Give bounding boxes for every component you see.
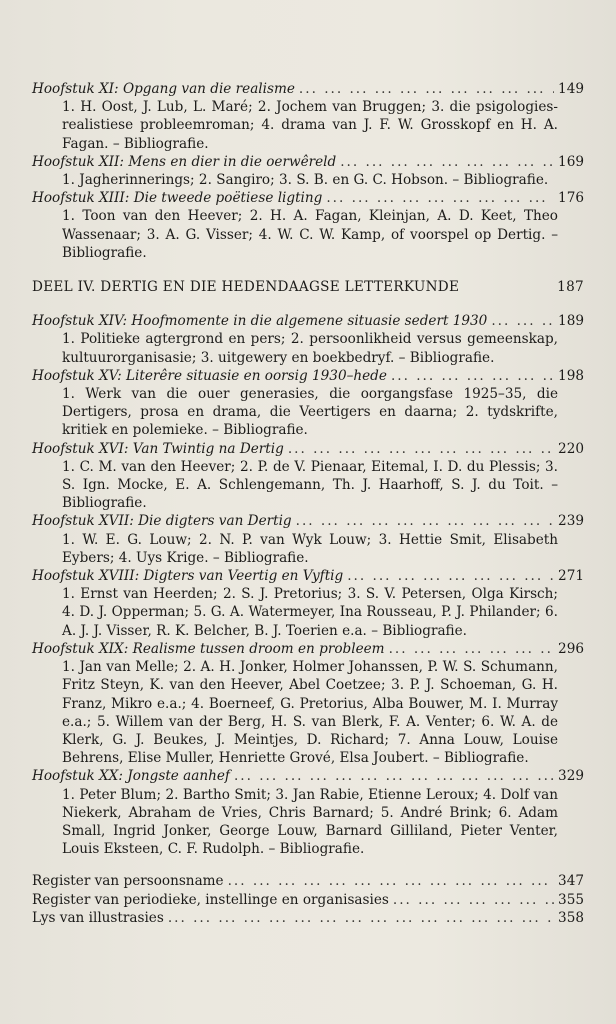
chapter-contents: 1. Toon van den Heever; 2. H. A. Fagan, Kleinjan, A. D. Keet, Theo Wassenaar; 3. A. G. Visser; 4. W. C. W. Kamp, of voorspel op Dertig. – Bibliografie. bbox=[62, 208, 558, 261]
leader-dots bbox=[393, 891, 554, 909]
chapter-contents: 1. H. Oost, J. Lub, L. Maré; 2. Jochem van Bruggen; 3. die psigologies-realistiese probleemroman; 4. drama van J. F. W. Grosskopf en H. A. Fagan. – Bibliografie. bbox=[62, 99, 558, 152]
chapter-contents: 1. Werk van die ouer generasies, die oorgangsfase 1925–35, die Dertigers, prosa en drama, die Veertigers en daarna; 2. tydskrifte, kritiek en polemieke. – Bibliografie. bbox=[62, 386, 558, 439]
page-number: 239 bbox=[558, 513, 584, 530]
page-number: 187 bbox=[557, 279, 584, 296]
leader-dots bbox=[288, 440, 554, 458]
page-number: 198 bbox=[558, 367, 584, 384]
chapter-contents: 1. Jagherinnerings; 2. Sangiro; 3. S. B. en G. C. Hobson. – Bibliografie. bbox=[62, 172, 549, 189]
page-number: 189 bbox=[558, 313, 584, 330]
leader-dots bbox=[491, 312, 554, 330]
leader-dots bbox=[228, 872, 554, 890]
toc-entry-chapter-xix bbox=[32, 640, 584, 767]
toc-entry-illustrations bbox=[32, 909, 584, 927]
page-number: 271 bbox=[558, 568, 584, 585]
chapter-title: Hoofstuk XX: Jongste aanhef bbox=[32, 768, 230, 785]
toc-entry-chapter-xi bbox=[32, 80, 584, 153]
toc-entry-chapter-xii bbox=[32, 153, 584, 189]
chapter-contents: 1. Jan van Melle; 2. A. H. Jonker, Holmer Johanssen, P. W. S. Schumann, Fritz Steyn, K. van den Heever, Abel Coetzee; 3. P. J. Schoeman, G. H. Franz, Mikro e.a.; 4. Boerneef, G. Pretorius, Alba Bouwer, M. I. Murray e.a.; 5. Willem van der Berg, H. S. van Blerk, F. A. Venter; 6. W. A. de Klerk, G. J. Beukes, J. Meintjes, D. Richard; 7. Anna Louw, Louise Behrens, Elise Muller, Henriette Grové, Elsa Joubert. – Bibliografie. bbox=[62, 659, 558, 767]
leader-dots bbox=[296, 512, 554, 530]
chapter-title: Hoofstuk XIV: Hoofmomente in die algemene situasie sedert 1930 bbox=[32, 313, 488, 330]
leader-dots bbox=[326, 189, 554, 207]
chapter-contents: 1. Politieke agtergrond en pers; 2. persoonlikheid versus gemeenskap, kultuurorganisasie; 3. uitgewery en boekbedryf. – Bibliografie. bbox=[62, 331, 558, 366]
toc-entry-chapter-xiv bbox=[32, 312, 584, 367]
page-number: 296 bbox=[558, 640, 584, 657]
part-title: DEEL IV. DERTIG EN DIE HEDENDAAGSE LETTERKUNDE bbox=[32, 279, 460, 296]
page-number: 355 bbox=[558, 891, 584, 908]
chapter-contents: 1. C. M. van den Heever; 2. P. de V. Pienaar, Eitemal, I. D. du Plessis; 3. S. Ign. Mocke, E. A. Schlengemann, Th. J. Haarhoff, S. J. du Toit. – Bibliografie. bbox=[62, 458, 558, 512]
register-title: Register van periodieke, instellinge en organisasies bbox=[32, 891, 389, 908]
chapter-contents: 1. W. E. G. Louw; 2. N. P. van Wyk Louw; 3. Hettie Smit, Elisabeth Eybers; 4. Uys Krige. – Bibliografie. bbox=[62, 531, 558, 566]
toc-entry-chapter-xvii bbox=[32, 512, 584, 567]
toc-entry-chapter-xv bbox=[32, 367, 584, 440]
chapter-title: Hoofstuk XVIII: Digters van Veertig en Vyftig bbox=[32, 568, 344, 585]
leader-dots bbox=[234, 767, 554, 785]
toc-entry-chapter-xviii bbox=[32, 567, 584, 640]
page-number: 358 bbox=[558, 909, 584, 926]
part-heading bbox=[32, 278, 584, 296]
chapter-title: Hoofstuk XII: Mens en dier in die oerwêreld bbox=[32, 153, 337, 170]
chapter-contents: 1. Ernst van Heerden; 2. S. J. Pretorius; 3. S. V. Petersen, Olga Kirsch; 4. D. J. Opperman; 5. G. A. Watermeyer, Ina Rousseau, P. J. Philander; 6. A. J. J. Visser, R. K. Belcher, B. J. Toerien e.a. – Bibliografie. bbox=[62, 586, 558, 639]
toc-entry-chapter-xiii bbox=[32, 189, 584, 262]
page-number: 149 bbox=[558, 81, 584, 97]
register-title: Lys van illustrasies bbox=[32, 909, 164, 926]
leader-dots bbox=[389, 640, 554, 658]
table-of-contents bbox=[32, 80, 584, 927]
page-number: 176 bbox=[558, 190, 584, 207]
chapter-title: Hoofstuk XIX: Realisme tussen droom en probleem bbox=[32, 640, 385, 657]
leader-dots bbox=[299, 80, 554, 98]
page-number: 220 bbox=[558, 440, 584, 457]
leader-dots bbox=[391, 367, 554, 385]
chapter-contents: 1. Peter Blum; 2. Bartho Smit; 3. Jan Rabie, Etienne Leroux; 4. Dolf van Niekerk, Abraham de Vries, Chris Barnard; 5. André Brink; 6. Adam Small, Ingrid Jonker, George Louw, Barnard Gilliland, Pieter Venter, Louis Eksteen, C. F. Rudolph. – Bibliografie. bbox=[62, 786, 558, 858]
leader-dots bbox=[347, 567, 554, 585]
toc-entry-register-periodicals bbox=[32, 891, 584, 909]
page-number: 329 bbox=[558, 768, 584, 785]
page-number: 169 bbox=[558, 153, 584, 170]
chapter-title: Hoofstuk XIII: Die tweede poëtiese ligting bbox=[32, 190, 323, 207]
leader-dots bbox=[340, 153, 554, 171]
toc-entry-chapter-xvi bbox=[32, 440, 584, 513]
back-matter bbox=[32, 872, 584, 927]
chapter-title: Hoofstuk XI: Opgang van die realisme bbox=[32, 81, 295, 97]
toc-entry-register-persons bbox=[32, 872, 584, 890]
chapter-title: Hoofstuk XVI: Van Twintig na Dertig bbox=[32, 440, 284, 457]
leader-dots bbox=[168, 909, 554, 927]
chapter-title: Hoofstuk XV: Literêre situasie en oorsig 1930–hede bbox=[32, 367, 387, 384]
page-number: 347 bbox=[558, 873, 584, 890]
toc-entry-chapter-xx bbox=[32, 767, 584, 858]
chapter-title: Hoofstuk XVII: Die digters van Dertig bbox=[32, 513, 292, 530]
register-title: Register van persoonsname bbox=[32, 873, 224, 890]
